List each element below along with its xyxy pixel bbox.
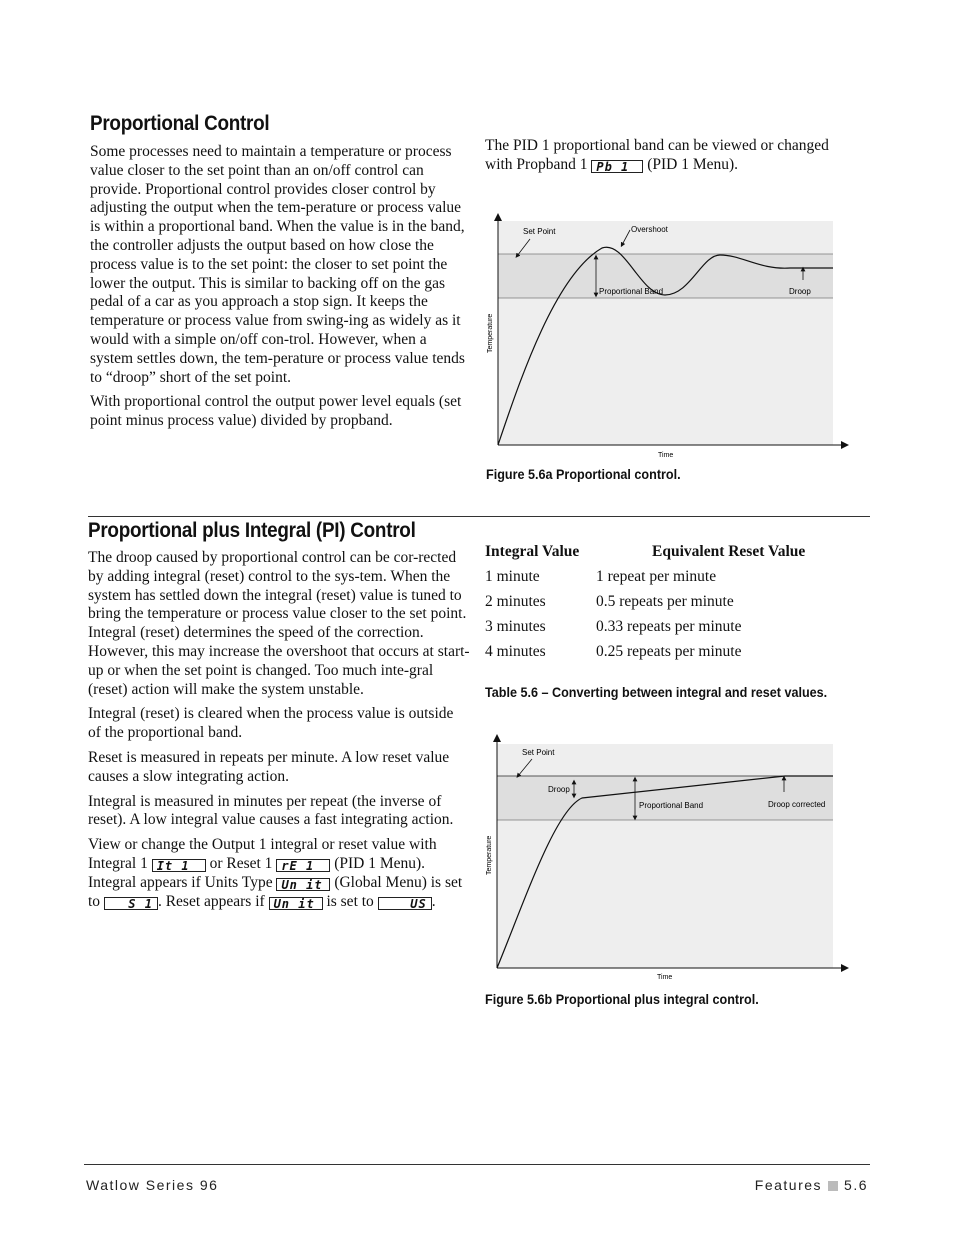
section-divider <box>88 516 870 517</box>
p5-text-5: . Reset appears if <box>157 892 265 910</box>
si-code-display: S 1 <box>104 897 158 910</box>
integral-code-display: It 1 <box>152 859 206 872</box>
table-row: 2 minutes <box>485 593 546 610</box>
label-set-point: Set Point <box>523 227 556 236</box>
footer-left: Watlow Series 96 <box>86 1177 219 1193</box>
table-row: 3 minutes <box>485 618 546 635</box>
p5-text-3: (PID 1 Menu). Integral appears if Units Type <box>88 854 426 891</box>
table-row: 4 minutes <box>485 643 546 660</box>
footer-right <box>755 1177 868 1193</box>
figure-5-6b-caption: Figure 5.6b Proportional plus integral control. <box>485 991 759 1007</box>
footer-page-number: 5.6 <box>844 1177 868 1193</box>
section1-paragraph-2: With proportional control the output power level equals (set point minus process value) divided by propband. <box>90 393 462 430</box>
label-droop: Droop <box>789 287 811 296</box>
label-droop: Droop <box>548 785 570 794</box>
y-axis-label: Temperature <box>487 313 494 353</box>
us-code-display: US <box>378 897 432 910</box>
section-title-proportional-control: Proportional Control <box>90 112 270 135</box>
table-cell: 0.33 repeats per minute <box>596 618 742 635</box>
label-proportional-band: Proportional Band <box>639 801 704 810</box>
x-axis-label: Time <box>658 452 674 459</box>
section2-paragraph-2: Integral (reset) is cleared when the process value is outside of the proportional band. <box>88 705 454 742</box>
x-axis-label: Time <box>657 974 673 981</box>
figure-pi-control <box>480 730 860 985</box>
section-title-pi-control: Proportional plus Integral (PI) Control <box>88 519 416 542</box>
section1-paragraph-1: Some processes need to maintain a temperature or process value closer to the set point than an on/off control can provide. Proportional control provides closer control by adjusting the output when the tem-perature or process value is within a proportional band. When the value is in the band, the controller adjusts the output based on how close the process value is to the set point: the closer to set point the lower the output. This is similar to backing off on the gas pedal of a car as you approach a stop sign. It keeps the temperature or process value from swing-ing as widely as it would with a simple on/off con-trol. However, when a system settles down, the tem-perature or process value tends to “droop” short of the set point. <box>90 143 465 386</box>
table-cell: 0.5 repeats per minute <box>596 593 734 610</box>
p5-text-1: View or change the Output 1 integral or reset value with Integral 1 <box>88 836 437 872</box>
p5-text-2: or Reset 1 <box>209 854 273 872</box>
table-row: 1 minute <box>485 568 540 585</box>
section2-body <box>88 549 470 917</box>
units-type-code-display-2: Un it <box>269 897 323 910</box>
section2-paragraph-3: Reset is measured in repeats per minute. A low reset value causes a slow integrating action. <box>88 748 450 785</box>
y-axis-label: Temperature <box>486 835 493 875</box>
footer-rule <box>84 1164 870 1165</box>
label-set-point: Set Point <box>522 748 555 757</box>
label-droop-corrected: Droop corrected <box>768 800 826 809</box>
propband-text-a: The PID 1 proportional band can be viewed or changed with Propband 1 <box>485 137 829 173</box>
section2-paragraph-4: Integral is measured in minutes per repeat (the inverse of reset). A low integral value causes a fast integrating action. <box>88 792 454 829</box>
p5-text-6: is set to <box>326 892 374 910</box>
p5-text-7: . <box>431 892 436 910</box>
table-cell: 1 repeat per minute <box>596 568 717 585</box>
figure-5-6a-caption: Figure 5.6a Proportional control. <box>486 466 681 482</box>
propband-text-b: (PID 1 Menu). <box>647 155 739 173</box>
units-type-code-display: Un it <box>276 878 330 891</box>
p5-text-4: (Global Menu) is set to <box>88 873 463 910</box>
square-bullet-icon <box>828 1181 838 1191</box>
label-overshoot: Overshoot <box>631 225 668 234</box>
proportional-band-area <box>497 776 833 820</box>
section2-paragraph-5 <box>88 836 470 911</box>
label-proportional-band: Proportional Band <box>599 287 664 296</box>
table-header-reset: Equivalent Reset Value <box>652 543 806 560</box>
footer-section-label: Features <box>754 1177 823 1193</box>
reset-code-display: rE 1 <box>276 859 330 872</box>
propband-code-display: Pb 1 <box>591 160 643 173</box>
table-header-integral: Integral Value <box>485 543 580 560</box>
proportional-band-area <box>498 254 833 298</box>
table-5-6-caption: Table 5.6 – Converting between integral and reset values. <box>485 684 828 700</box>
table-header <box>485 543 579 561</box>
table-cell: 0.25 repeats per minute <box>596 643 742 660</box>
integral-reset-table <box>485 543 855 673</box>
propband-text <box>485 137 855 175</box>
section2-paragraph-1: The droop caused by proportional control can be cor-rected by adding integral (reset) control to the sys-tem. When the system has settled down the integral (reset) value is tuned to bring the temperature or process value closer to the set point. Integral (reset) determines the speed of the correction. However, this may increase the overshoot that occurs at start-up or when the set point is changed. Too much inte-gral (reset) action will make the system unstable. <box>88 549 470 698</box>
figure-proportional-control <box>480 205 860 465</box>
section1-body <box>90 143 472 437</box>
